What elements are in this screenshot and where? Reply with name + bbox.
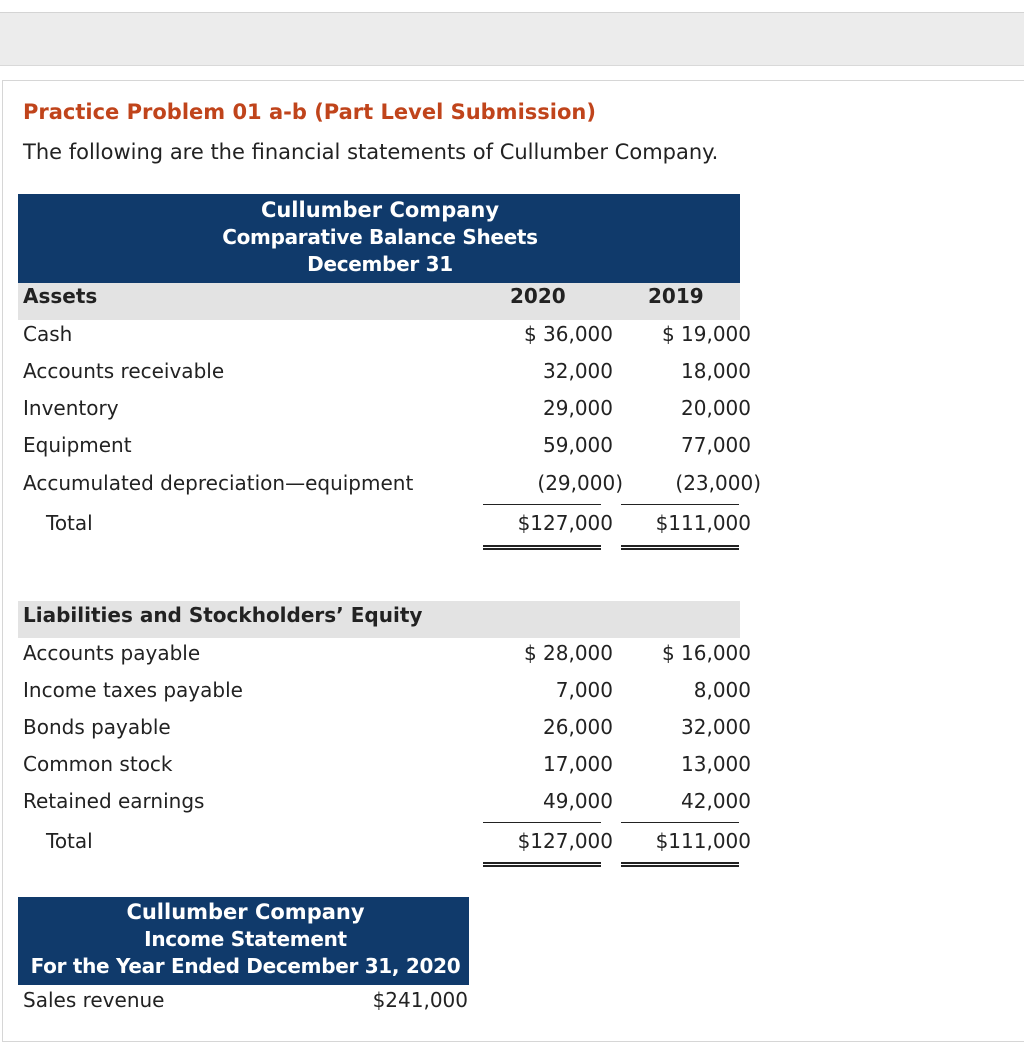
row-label: Retained earnings	[23, 789, 205, 813]
row-label: Cash	[23, 322, 73, 346]
is-statement-name: Income Statement	[144, 927, 347, 951]
value-2019: 42,000	[681, 789, 751, 813]
value-2019: $ 19,000	[661, 322, 751, 346]
value-2019: (23,000)	[675, 471, 761, 495]
total-2020: $127,000	[517, 829, 613, 853]
total-label: Total	[46, 829, 93, 853]
value-2020: (29,000)	[537, 471, 623, 495]
value-2020: 59,000	[543, 433, 613, 457]
double-underline-2020	[483, 545, 601, 550]
value-2019: 77,000	[681, 433, 751, 457]
row-label: Sales revenue	[23, 988, 165, 1012]
table-row	[23, 390, 763, 427]
table-row	[23, 746, 763, 783]
table-row	[23, 353, 763, 390]
total-label: Total	[46, 511, 93, 535]
assets-heading: Assets	[23, 284, 98, 308]
total-2020: $127,000	[517, 511, 613, 535]
row-label: Accounts payable	[23, 641, 201, 665]
problem-title: Practice Problem 01 a-b (Part Level Submission)	[23, 100, 596, 124]
value-2019: 32,000	[681, 715, 751, 739]
top-toolbar	[0, 12, 1024, 66]
table-row	[23, 783, 763, 820]
bs-company-name: Cullumber Company	[260, 198, 500, 222]
value-2020: 17,000	[543, 752, 613, 776]
value-2019: 13,000	[681, 752, 751, 776]
bs-date: December 31	[307, 252, 453, 276]
balance-sheet-header	[18, 194, 740, 283]
liabilities-header-row	[23, 597, 743, 634]
double-underline-2020	[483, 862, 601, 867]
value-2020: 7,000	[555, 678, 613, 702]
year-2019-heading: 2019	[648, 284, 704, 308]
liabilities-heading: Liabilities and Stockholders’ Equity	[23, 603, 423, 627]
bs-statement-name: Comparative Balance Sheets	[222, 225, 538, 249]
row-label: Bonds payable	[23, 715, 171, 739]
row-label: Accumulated depreciation—equipment	[23, 471, 414, 495]
row-label: Equipment	[23, 433, 132, 457]
double-underline-2019	[621, 545, 739, 550]
value-2020: 29,000	[543, 396, 613, 420]
row-label: Accounts receivable	[23, 359, 225, 383]
assets-header-row	[23, 278, 743, 315]
value-2020: $ 28,000	[523, 641, 613, 665]
table-row	[23, 709, 763, 746]
amount: $241,000	[372, 988, 468, 1012]
total-2019: $111,000	[655, 511, 751, 535]
table-row	[23, 465, 763, 502]
double-underline-2019	[621, 862, 739, 867]
row-label: Income taxes payable	[23, 678, 243, 702]
value-2020: 26,000	[543, 715, 613, 739]
assets-total-row	[23, 505, 763, 542]
value-2020: 49,000	[543, 789, 613, 813]
liabilities-total-row	[23, 823, 763, 860]
value-2019: 20,000	[681, 396, 751, 420]
value-2020: 32,000	[543, 359, 613, 383]
table-row	[23, 316, 763, 353]
income-statement-header	[18, 897, 469, 985]
is-company-name: Cullumber Company	[126, 900, 365, 924]
table-row	[23, 427, 763, 464]
row-label: Inventory	[23, 396, 119, 420]
table-row	[23, 672, 763, 709]
table-row	[23, 982, 469, 1019]
value-2019: $ 16,000	[661, 641, 751, 665]
total-2019: $111,000	[655, 829, 751, 853]
row-label: Common stock	[23, 752, 173, 776]
year-2020-heading: 2020	[510, 284, 566, 308]
problem-intro: The following are the financial statements of Cullumber Company.	[23, 140, 719, 164]
value-2020: $ 36,000	[523, 322, 613, 346]
value-2019: 8,000	[693, 678, 751, 702]
is-period: For the Year Ended December 31, 2020	[30, 954, 461, 978]
value-2019: 18,000	[681, 359, 751, 383]
table-row	[23, 635, 763, 672]
